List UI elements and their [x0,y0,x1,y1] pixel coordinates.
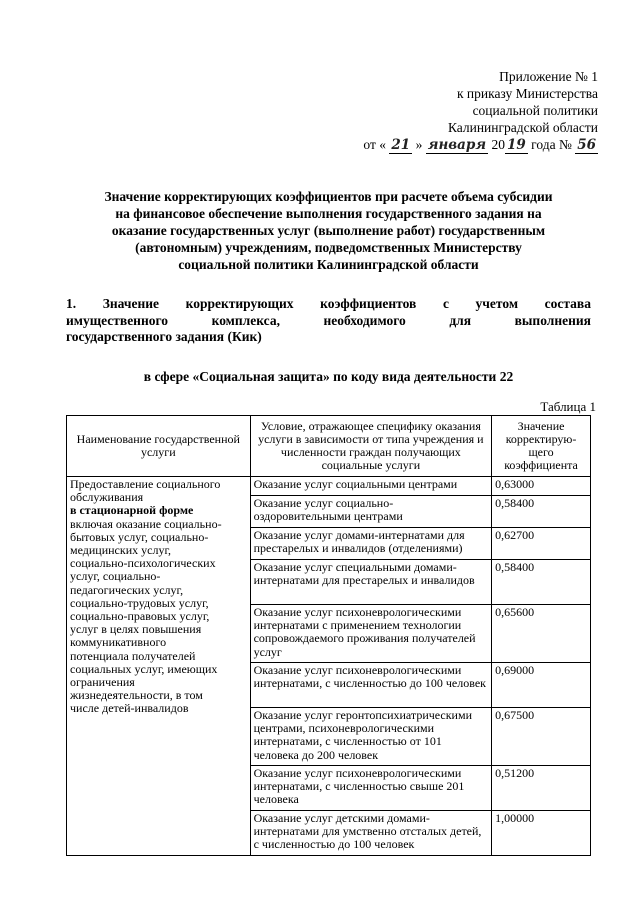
service-line: социально-трудовых услуг, [70,595,209,610]
order-prefix: от « [363,137,387,152]
word: с [442,296,449,311]
condition-cell: Оказание услуг специальными домами-интернатами для престарелых и инвалидов [250,560,491,605]
coefficients-table [66,415,591,856]
condition-cell: Оказание услуг социальными центрами [250,477,491,496]
order-number: 56 [577,137,596,153]
condition-cell: Оказание услуг детскими домами-интернатами для умственно отсталых детей, с численностью до 100 человек [250,811,491,856]
service-line: услуг в целях повышения [70,622,202,637]
word: корректирующих [185,296,294,311]
word: учетом [475,296,519,311]
title-line: оказание государственных услуг (выполнение работ) государственным [111,223,546,238]
service-line: жизнедеятельности, в том [70,688,203,703]
value-cell: 0,63000 [492,477,591,496]
table-caption: Таблица 1 [540,399,596,414]
service-line: медицинских услуг, [70,543,172,558]
service-line: социально-психологических [70,556,216,571]
service-line: числе детей-инвалидов [70,701,189,716]
order-month: января [427,137,487,153]
value-cell: 0,58400 [492,560,591,605]
sphere-heading: в сфере «Социальная защита» по коду вида деятельности 22 [143,369,514,384]
value-cell: 1,00000 [492,811,591,856]
table-row [67,477,591,496]
order-line [298,136,598,154]
service-line: социальных услуг, имеющих [70,661,218,676]
order-year-prefix: 20 [491,137,505,152]
section-heading [66,296,591,346]
title-line: (автономным) учреждениям, подведомственных Министерству [135,240,522,255]
value-cell: 0,65600 [492,605,591,663]
word: комплекса, [211,312,280,328]
service-line: включая оказание социально- [70,516,222,531]
table-header-row [67,416,591,477]
condition-cell: Оказание услуг психоневрологическими интернатами, с численностью свыше 201 человека [250,766,491,811]
order-year-suffix: 19 [506,137,526,153]
service-line: социально-правовых услуг, [70,609,210,624]
header-condition: Условие, отражающее специфику оказания услуги в зависимости от типа учреждения и численности граждан получающих социальные услуги [250,416,491,477]
condition-cell: Оказание услуг геронтопсихиатрическими центрами, психоневрологическими интернатами, с численностью от 101 человека до 200 человек [250,708,491,766]
title-line: социальной политики Калининградской области [178,257,479,272]
section-heading-line2 [66,313,591,330]
appendix-line: социальной политики [472,103,598,118]
section-heading-line1 [66,296,591,313]
word: необходимого [323,312,406,328]
word: коэффициентов [320,296,417,311]
condition-cell: Оказание услуг психоневрологическими интернатами с применением технологии сопровождаемого проживания получателей услуг [250,605,491,663]
order-day: 21 [391,137,411,153]
word: выполнения [514,312,591,328]
word: имущественного [66,312,169,328]
title-line: на финансовое обеспечение выполнения государственного задания на [115,206,542,221]
service-line: Предоставление социального [70,477,221,491]
service-line: педагогических услуг, [70,582,184,597]
appendix-line: Приложение № 1 [499,69,598,84]
value-cell: 0,62700 [492,528,591,560]
header-value: Значение корректирую-щего коэффициента [492,416,591,477]
service-line: бытовых услуг, социально- [70,529,209,544]
word: Значение [102,296,160,311]
value-cell: 0,69000 [492,663,591,708]
service-line-bold: в стационарной форме [70,503,194,518]
appendix-line: к приказу Министерства [456,86,598,101]
appendix-line: Калининградской области [447,120,598,135]
condition-cell: Оказание услуг психоневрологическими интернатами, с численностью до 100 человек [250,663,491,708]
value-cell: 0,51200 [492,766,591,811]
word: состава [544,296,591,311]
title-line: Значение корректирующих коэффициентов при расчете объема субсидии [104,189,553,204]
service-line: потенциала получателей [70,648,196,663]
value-cell: 0,58400 [492,496,591,528]
document-title [66,188,591,273]
header-service: Наименование государственной услуги [67,416,251,477]
value-cell: 0,67500 [492,708,591,766]
appendix-block [298,68,598,154]
section-heading-line3: государственного задания (Кик) [66,329,262,344]
service-line: коммуникативного [70,635,167,650]
service-line: услуг, социально- [70,569,161,584]
service-name-cell [67,477,251,856]
condition-cell: Оказание услуг домами-интернатами для престарелых и инвалидов (отделениями) [250,528,491,560]
service-line: ограничения [70,675,135,690]
word: 1. [66,296,77,311]
word: для [449,312,472,328]
condition-cell: Оказание услуг социально-оздоровительными центрами [250,496,491,528]
order-mid2: года № [531,137,572,152]
service-line: обслуживания [70,490,144,505]
order-mid1: » [415,137,423,152]
